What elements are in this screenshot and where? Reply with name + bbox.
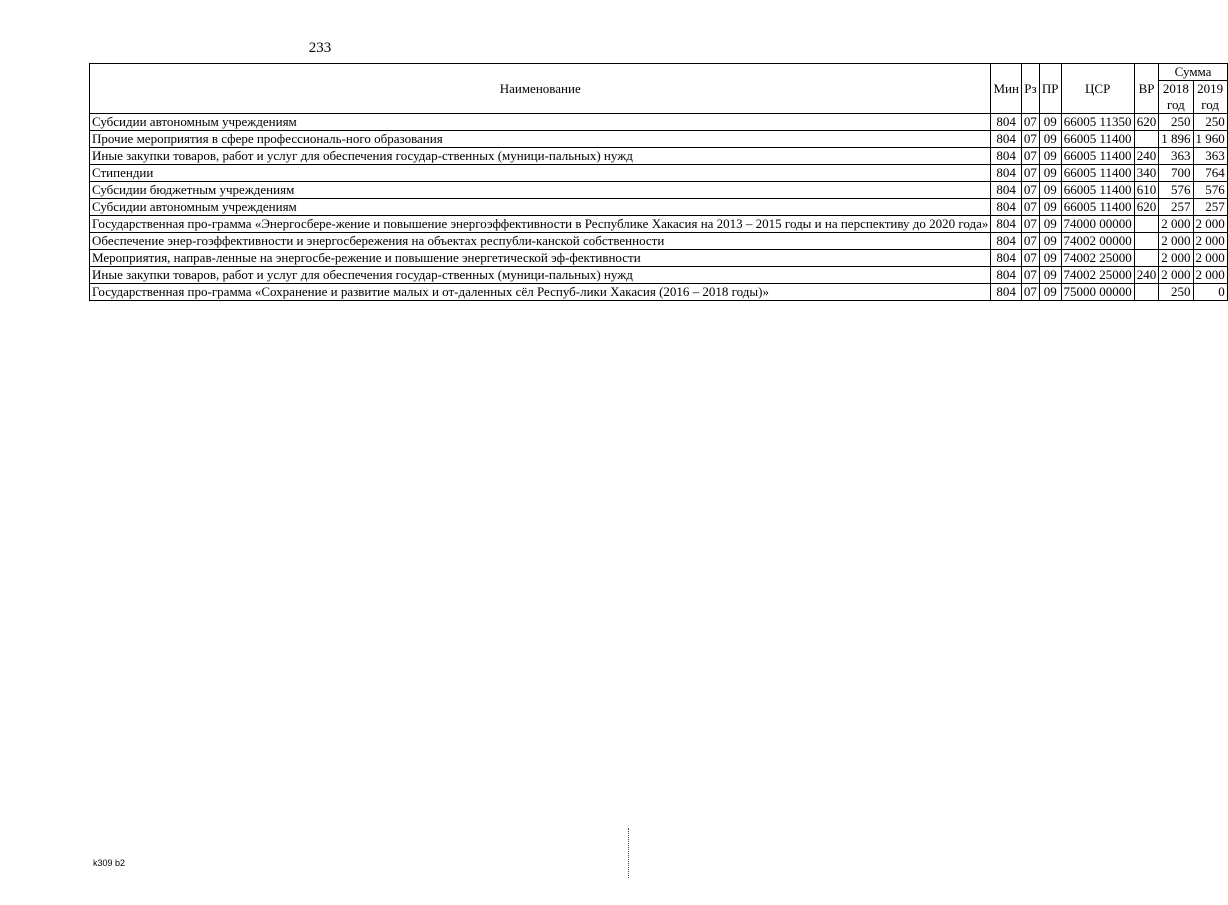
row-sum-2019: 257 (1193, 199, 1227, 216)
row-vr: 620 (1134, 114, 1159, 131)
header-csr: ЦСР (1061, 64, 1134, 114)
row-vr (1134, 284, 1159, 301)
table-row (90, 148, 1228, 165)
row-csr: 74002 00000 (1061, 233, 1134, 250)
scan-edge-mark (628, 828, 631, 878)
row-sum-2018: 576 (1159, 182, 1193, 199)
row-pr: 09 (1039, 114, 1061, 131)
row-sum-2019: 250 (1193, 114, 1227, 131)
row-csr: 66005 11400 (1061, 131, 1134, 148)
row-pr: 09 (1039, 250, 1061, 267)
row-rz: 07 (1021, 199, 1039, 216)
header-year-2019: 2019 год (1193, 81, 1227, 114)
row-csr: 74000 00000 (1061, 216, 1134, 233)
row-csr: 66005 11350 (1061, 114, 1134, 131)
row-name: Прочие мероприятия в сфере профессиональ-ного образования (90, 131, 991, 148)
page-number: 233 (308, 40, 332, 56)
row-pr: 09 (1039, 199, 1061, 216)
table-row (90, 131, 1228, 148)
row-sum-2018: 2 000 (1159, 233, 1193, 250)
row-pr: 09 (1039, 267, 1061, 284)
row-rz: 07 (1021, 148, 1039, 165)
row-sum-2019: 764 (1193, 165, 1227, 182)
table-row (90, 284, 1228, 301)
row-sum-2019: 2 000 (1193, 233, 1227, 250)
row-min: 804 (991, 284, 1021, 301)
row-csr: 66005 11400 (1061, 165, 1134, 182)
row-sum-2019: 2 000 (1193, 216, 1227, 233)
row-sum-2019: 2 000 (1193, 250, 1227, 267)
budget-table (89, 63, 1228, 301)
row-pr: 09 (1039, 165, 1061, 182)
header-min: Мин (991, 64, 1021, 114)
table-row (90, 216, 1228, 233)
table-row (90, 165, 1228, 182)
row-name: Иные закупки товаров, работ и услуг для обеспечения государ-ственных (муници-пальных) нужд (90, 148, 991, 165)
row-rz: 07 (1021, 250, 1039, 267)
row-rz: 07 (1021, 233, 1039, 250)
row-vr: 610 (1134, 182, 1159, 199)
row-rz: 07 (1021, 284, 1039, 301)
row-sum-2019: 363 (1193, 148, 1227, 165)
row-csr: 66005 11400 (1061, 148, 1134, 165)
row-min: 804 (991, 267, 1021, 284)
row-min: 804 (991, 131, 1021, 148)
row-min: 804 (991, 182, 1021, 199)
row-vr: 240 (1134, 148, 1159, 165)
row-vr (1134, 250, 1159, 267)
row-rz: 07 (1021, 216, 1039, 233)
row-name: Субсидии бюджетным учреждениям (90, 182, 991, 199)
row-min: 804 (991, 199, 1021, 216)
table-row (90, 182, 1228, 199)
row-sum-2018: 700 (1159, 165, 1193, 182)
row-sum-2019: 2 000 (1193, 267, 1227, 284)
row-min: 804 (991, 233, 1021, 250)
row-rz: 07 (1021, 114, 1039, 131)
row-rz: 07 (1021, 267, 1039, 284)
row-min: 804 (991, 165, 1021, 182)
header-vr: ВР (1134, 64, 1159, 114)
row-min: 804 (991, 250, 1021, 267)
row-rz: 07 (1021, 182, 1039, 199)
header-rz: Рз (1021, 64, 1039, 114)
row-vr: 620 (1134, 199, 1159, 216)
table-body (90, 114, 1228, 301)
row-name: Субсидии автономным учреждениям (90, 199, 991, 216)
table-row (90, 267, 1228, 284)
table-row (90, 114, 1228, 131)
row-name: Государственная про-грамма «Энергосбере-жение и повышение энергоэффективности в Республике Хакасия на 2013 – 2015 годы и на перспективу до 2020 года» (90, 216, 991, 233)
row-sum-2019: 576 (1193, 182, 1227, 199)
row-sum-2018: 2 000 (1159, 250, 1193, 267)
header-pr: ПР (1039, 64, 1061, 114)
row-min: 804 (991, 114, 1021, 131)
row-vr: 340 (1134, 165, 1159, 182)
row-sum-2018: 1 896 (1159, 131, 1193, 148)
row-csr: 75000 00000 (1061, 284, 1134, 301)
row-sum-2018: 257 (1159, 199, 1193, 216)
row-sum-2018: 2 000 (1159, 267, 1193, 284)
header-sum: Сумма (1159, 64, 1228, 81)
row-name: Иные закупки товаров, работ и услуг для обеспечения государ-ственных (муници-пальных) нужд (90, 267, 991, 284)
row-vr (1134, 131, 1159, 148)
header-name: Наименование (90, 64, 991, 114)
row-sum-2018: 2 000 (1159, 216, 1193, 233)
row-pr: 09 (1039, 182, 1061, 199)
row-sum-2019: 0 (1193, 284, 1227, 301)
row-name: Государственная про-грамма «Сохранение и развитие малых и от-даленных сёл Респуб-лики Хакасия (2016 – 2018 годы)» (90, 284, 991, 301)
row-rz: 07 (1021, 131, 1039, 148)
row-rz: 07 (1021, 165, 1039, 182)
row-vr: 240 (1134, 267, 1159, 284)
row-sum-2018: 250 (1159, 284, 1193, 301)
row-pr: 09 (1039, 148, 1061, 165)
row-sum-2019: 1 960 (1193, 131, 1227, 148)
row-csr: 74002 25000 (1061, 250, 1134, 267)
row-name: Обеспечение энер-гоэффективности и энергосбережения на объектах республи-канской собственности (90, 233, 991, 250)
row-min: 804 (991, 148, 1021, 165)
header-year-2018: 2018 год (1159, 81, 1193, 114)
table-row (90, 199, 1228, 216)
row-csr: 66005 11400 (1061, 199, 1134, 216)
table-row (90, 233, 1228, 250)
row-vr (1134, 233, 1159, 250)
row-name: Субсидии автономным учреждениям (90, 114, 991, 131)
row-min: 804 (991, 216, 1021, 233)
row-pr: 09 (1039, 216, 1061, 233)
row-vr (1134, 216, 1159, 233)
row-name: Мероприятия, направ-ленные на энергосбе-режение и повышение энергетической эф-фективности (90, 250, 991, 267)
row-name: Стипендии (90, 165, 991, 182)
row-csr: 74002 25000 (1061, 267, 1134, 284)
row-sum-2018: 250 (1159, 114, 1193, 131)
table-row (90, 250, 1228, 267)
row-pr: 09 (1039, 284, 1061, 301)
row-pr: 09 (1039, 131, 1061, 148)
document-code: k309 b2 (93, 858, 126, 868)
row-sum-2018: 363 (1159, 148, 1193, 165)
row-csr: 66005 11400 (1061, 182, 1134, 199)
row-pr: 09 (1039, 233, 1061, 250)
